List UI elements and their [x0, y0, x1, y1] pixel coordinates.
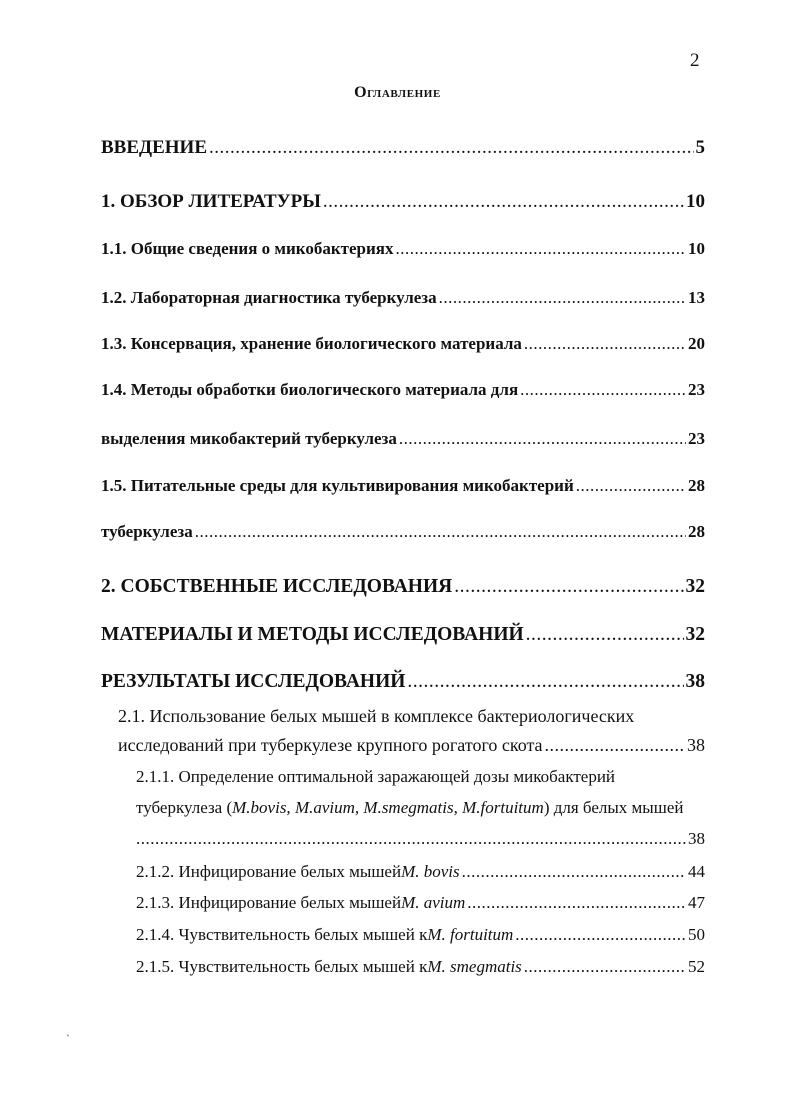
- dot-leader: [323, 188, 684, 216]
- dot-leader: [195, 518, 686, 546]
- toc-entry-text: 1.3. Консервация, хранение биологического материала: [101, 334, 522, 353]
- toc-title: Оглавление: [354, 84, 441, 101]
- species-m-bovis: M.bovis,: [232, 798, 291, 817]
- toc-entry-page: 32: [685, 624, 705, 645]
- toc-entry-text: 1.5. Питательные среды для культивирования микобактерий: [101, 476, 574, 495]
- dot-leader: [524, 330, 686, 358]
- toc-entry-page: 28: [688, 522, 705, 541]
- toc-entry-2-1-3[interactable]: [136, 889, 705, 917]
- toc-entry-research-results[interactable]: [101, 668, 705, 696]
- scan-mark: `: [66, 1032, 70, 1046]
- toc-entry-page: 32: [685, 576, 705, 597]
- toc-entry-text: 2.1.3. Инфицирование белых мышей: [136, 893, 402, 912]
- toc-entry-introduction[interactable]: [101, 134, 705, 162]
- dot-leader: [395, 235, 686, 263]
- toc-entry-2-1-line2[interactable]: [118, 731, 705, 759]
- toc-entry-page: 10: [686, 191, 705, 212]
- species-m-smegmatis: M.smegmatis,: [363, 798, 458, 817]
- toc-entry-page: 47: [688, 893, 705, 912]
- dot-leader: [576, 472, 686, 500]
- toc-entry-page: 44: [688, 862, 705, 881]
- toc-entry-1-5-continued[interactable]: [101, 518, 705, 546]
- toc-entry-text: исследований при туберкулезе крупного рогатого скота: [118, 735, 543, 755]
- toc-entry-text: 2.1.4. Чувствительность белых мышей к: [136, 925, 428, 944]
- toc-entry-text: выделения микобактерий туберкулеза: [101, 429, 397, 448]
- toc-entry-page: 38: [685, 671, 705, 692]
- species-m-fortuitum: M.fortuitum: [462, 798, 544, 817]
- toc-entry-own-research[interactable]: [101, 573, 705, 601]
- toc-entry-page: 5: [695, 137, 705, 158]
- species-name: M. avium: [401, 893, 466, 912]
- toc-entry-text: 1.2. Лабораторная диагностика туберкулеза: [101, 288, 437, 307]
- toc-entry-text: 2. СОБСТВЕННЫЕ ИССЛЕДОВАНИЯ: [101, 576, 453, 597]
- species-name: M. fortuitum: [427, 925, 514, 944]
- toc-entry-page: 13: [688, 288, 705, 307]
- toc-entry-page: 38: [688, 829, 705, 848]
- dot-leader: [467, 889, 686, 917]
- toc-entry-1-4-continued[interactable]: [101, 425, 705, 453]
- toc-entry-page: 38: [687, 735, 705, 755]
- dot-leader: [407, 668, 683, 696]
- dot-leader: [439, 284, 686, 312]
- dot-leader: [524, 953, 686, 981]
- text-prefix: туберкулеза (: [136, 798, 233, 817]
- toc-entry-text: туберкулеза: [101, 522, 193, 541]
- species-name: M. smegmatis: [427, 957, 522, 976]
- dot-leader: [462, 858, 686, 886]
- toc-entry-text: 1.4. Методы обработки биологического материала для: [101, 380, 519, 399]
- toc-entry-page: 23: [688, 380, 705, 399]
- dot-leader: [399, 425, 686, 453]
- toc-entry-1-2[interactable]: [101, 284, 705, 312]
- page-number: 2: [690, 50, 700, 71]
- toc-entry-literature-review[interactable]: [101, 188, 705, 216]
- toc-entry-2-1-5[interactable]: [136, 953, 705, 981]
- toc-entry-2-1-1-line1[interactable]: 2.1.1. Определение оптимальной заражающей дозы микобактерий: [136, 767, 616, 786]
- toc-entry-2-1-1-line2[interactable]: [136, 794, 683, 822]
- toc-entry-2-1-line1[interactable]: 2.1. Использование белых мышей в комплексе бактериологических: [118, 706, 635, 726]
- toc-entry-page: 28: [688, 476, 705, 495]
- dot-leader: [545, 731, 685, 759]
- dot-leader: [454, 573, 683, 601]
- dot-leader: [209, 134, 694, 162]
- toc-entry-page: 23: [688, 429, 705, 448]
- toc-entry-1-1[interactable]: [101, 235, 705, 263]
- toc-entry-1-3[interactable]: [101, 330, 705, 358]
- toc-entry-text: 2.1.2. Инфицирование белых мышей: [136, 862, 402, 881]
- toc-entry-1-4[interactable]: [101, 376, 705, 404]
- toc-entry-page: 50: [688, 925, 705, 944]
- dot-leader: [526, 621, 684, 649]
- toc-entry-text: 1.1. Общие сведения о микобактериях: [101, 239, 394, 258]
- text-suffix: ) для белых мышей: [543, 798, 684, 817]
- toc-entry-text: МАТЕРИАЛЫ И МЕТОДЫ ИССЛЕДОВАНИЙ: [101, 624, 524, 645]
- toc-entry-text: РЕЗУЛЬТАТЫ ИССЛЕДОВАНИЙ: [101, 671, 406, 692]
- toc-entry-page: 10: [688, 239, 705, 258]
- toc-entry-page: 20: [688, 334, 705, 353]
- toc-entry-2-1-1-line3[interactable]: [136, 825, 705, 853]
- toc-entry-page: 52: [688, 957, 705, 976]
- dot-leader: [136, 825, 686, 853]
- toc-entry-text: 2.1.5. Чувствительность белых мышей к: [136, 957, 428, 976]
- toc-entry-1-5[interactable]: [101, 472, 705, 500]
- dot-leader: [515, 921, 686, 949]
- dot-leader: [520, 376, 686, 404]
- toc-entry-materials-methods[interactable]: [101, 621, 705, 649]
- toc-entry-2-1-4[interactable]: [136, 921, 705, 949]
- toc-entry-text: ВВЕДЕНИЕ: [101, 137, 207, 158]
- toc-entry-2-1-2[interactable]: [136, 858, 705, 886]
- species-name: M. bovis: [401, 862, 460, 881]
- toc-entry-text: 1. ОБЗОР ЛИТЕРАТУРЫ: [101, 191, 321, 212]
- species-m-avium: M.avium,: [294, 798, 360, 817]
